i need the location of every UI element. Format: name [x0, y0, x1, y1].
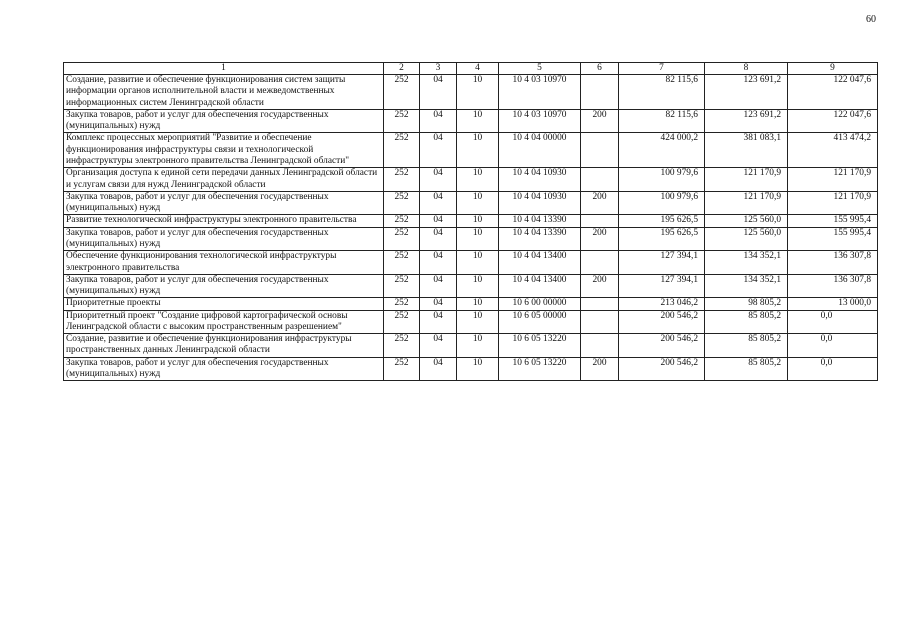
row-code-cell: 252 — [384, 274, 420, 298]
row-section-cell: 04 — [420, 274, 457, 298]
header-row — [64, 63, 878, 75]
row-target-code-cell: 10 4 03 10970 — [499, 75, 581, 110]
table-row — [64, 274, 878, 298]
row-section-cell: 04 — [420, 215, 457, 227]
row-amount-1-cell: 100 979,6 — [619, 168, 705, 192]
table-row — [64, 310, 878, 334]
row-expense-type-cell — [581, 168, 619, 192]
row-amount-2-cell: 134 352,1 — [705, 251, 788, 275]
row-section-cell: 04 — [420, 133, 457, 168]
column-header: 3 — [420, 63, 457, 75]
budget-table — [63, 62, 878, 381]
row-subsection-cell: 10 — [457, 251, 499, 275]
row-amount-1-cell: 127 394,1 — [619, 251, 705, 275]
page-number: 60 — [866, 14, 876, 25]
row-expense-type-cell — [581, 298, 619, 310]
table-row — [64, 357, 878, 381]
row-code-cell: 252 — [384, 227, 420, 251]
table-row — [64, 75, 878, 110]
table-body — [64, 63, 878, 381]
row-section-cell: 04 — [420, 334, 457, 358]
row-target-code-cell: 10 6 05 00000 — [499, 310, 581, 334]
row-expense-type-cell — [581, 215, 619, 227]
row-name-cell: Создание, развитие и обеспечение функционирования инфраструктуры пространственных данных Ленинградской области — [64, 334, 384, 358]
table-row — [64, 215, 878, 227]
row-subsection-cell: 10 — [457, 168, 499, 192]
table-row — [64, 168, 878, 192]
row-amount-2-cell: 85 805,2 — [705, 310, 788, 334]
row-subsection-cell: 10 — [457, 215, 499, 227]
row-amount-1-cell: 213 046,2 — [619, 298, 705, 310]
row-amount-2-cell: 98 805,2 — [705, 298, 788, 310]
row-code-cell: 252 — [384, 168, 420, 192]
row-amount-1-cell: 195 626,5 — [619, 215, 705, 227]
row-subsection-cell: 10 — [457, 109, 499, 133]
row-name-cell: Создание, развитие и обеспечение функционирования систем защиты информации органов исполнительной власти и межведомственных информационных систем Ленинградской области — [64, 75, 384, 110]
table-row — [64, 227, 878, 251]
row-target-code-cell: 10 6 05 13220 — [499, 357, 581, 381]
row-amount-3-cell: 136 307,8 — [788, 251, 878, 275]
row-subsection-cell: 10 — [457, 310, 499, 334]
column-header: 2 — [384, 63, 420, 75]
table-row — [64, 334, 878, 358]
column-header: 7 — [619, 63, 705, 75]
row-section-cell: 04 — [420, 168, 457, 192]
row-expense-type-cell: 200 — [581, 274, 619, 298]
row-amount-2-cell: 134 352,1 — [705, 274, 788, 298]
row-code-cell: 252 — [384, 357, 420, 381]
row-expense-type-cell: 200 — [581, 227, 619, 251]
row-amount-1-cell: 100 979,6 — [619, 191, 705, 215]
row-expense-type-cell — [581, 334, 619, 358]
row-code-cell: 252 — [384, 298, 420, 310]
row-amount-2-cell: 125 560,0 — [705, 227, 788, 251]
row-section-cell: 04 — [420, 357, 457, 381]
table-row — [64, 251, 878, 275]
column-header: 6 — [581, 63, 619, 75]
row-section-cell: 04 — [420, 227, 457, 251]
row-section-cell: 04 — [420, 75, 457, 110]
row-section-cell: 04 — [420, 310, 457, 334]
row-amount-2-cell: 125 560,0 — [705, 215, 788, 227]
row-target-code-cell: 10 4 04 13400 — [499, 274, 581, 298]
row-amount-3-cell: 121 170,9 — [788, 191, 878, 215]
row-amount-1-cell: 424 000,2 — [619, 133, 705, 168]
row-amount-3-cell: 0,0 — [788, 310, 878, 334]
row-subsection-cell: 10 — [457, 133, 499, 168]
row-name-cell: Комплекс процессных мероприятий "Развитие и обеспечение функционирования инфраструктуры связи и технологической инфраструктуры электронного правительства Ленинградской области" — [64, 133, 384, 168]
row-subsection-cell: 10 — [457, 191, 499, 215]
row-subsection-cell: 10 — [457, 75, 499, 110]
column-header: 8 — [705, 63, 788, 75]
row-amount-3-cell: 13 000,0 — [788, 298, 878, 310]
row-code-cell: 252 — [384, 75, 420, 110]
row-amount-3-cell: 0,0 — [788, 334, 878, 358]
row-amount-3-cell: 122 047,6 — [788, 109, 878, 133]
row-amount-1-cell: 82 115,6 — [619, 75, 705, 110]
row-section-cell: 04 — [420, 298, 457, 310]
row-target-code-cell: 10 4 04 13400 — [499, 251, 581, 275]
row-code-cell: 252 — [384, 251, 420, 275]
row-name-cell: Обеспечение функционирования технологической инфраструктуры электронного правительства — [64, 251, 384, 275]
row-amount-2-cell: 121 170,9 — [705, 168, 788, 192]
row-name-cell: Закупка товаров, работ и услуг для обеспечения государственных (муниципальных) нужд — [64, 274, 384, 298]
row-code-cell: 252 — [384, 215, 420, 227]
row-amount-3-cell: 0,0 — [788, 357, 878, 381]
row-amount-3-cell: 155 995,4 — [788, 227, 878, 251]
row-name-cell: Закупка товаров, работ и услуг для обеспечения государственных (муниципальных) нужд — [64, 227, 384, 251]
row-amount-3-cell: 121 170,9 — [788, 168, 878, 192]
column-header: 1 — [64, 63, 384, 75]
row-target-code-cell: 10 4 04 13390 — [499, 215, 581, 227]
row-subsection-cell: 10 — [457, 357, 499, 381]
row-target-code-cell: 10 4 03 10970 — [499, 109, 581, 133]
row-expense-type-cell — [581, 133, 619, 168]
row-section-cell: 04 — [420, 251, 457, 275]
row-target-code-cell: 10 4 04 13390 — [499, 227, 581, 251]
row-section-cell: 04 — [420, 191, 457, 215]
row-amount-1-cell: 200 546,2 — [619, 334, 705, 358]
row-code-cell: 252 — [384, 191, 420, 215]
column-header: 4 — [457, 63, 499, 75]
column-header: 9 — [788, 63, 878, 75]
row-code-cell: 252 — [384, 310, 420, 334]
row-expense-type-cell — [581, 75, 619, 110]
row-amount-3-cell: 413 474,2 — [788, 133, 878, 168]
row-target-code-cell: 10 6 00 00000 — [499, 298, 581, 310]
column-header: 5 — [499, 63, 581, 75]
row-name-cell: Приоритетные проекты — [64, 298, 384, 310]
row-amount-1-cell: 127 394,1 — [619, 274, 705, 298]
row-amount-3-cell: 122 047,6 — [788, 75, 878, 110]
row-expense-type-cell: 200 — [581, 357, 619, 381]
row-name-cell: Закупка товаров, работ и услуг для обеспечения государственных (муниципальных) нужд — [64, 357, 384, 381]
row-amount-1-cell: 200 546,2 — [619, 357, 705, 381]
row-name-cell: Закупка товаров, работ и услуг для обеспечения государственных (муниципальных) нужд — [64, 191, 384, 215]
row-name-cell: Закупка товаров, работ и услуг для обеспечения государственных (муниципальных) нужд — [64, 109, 384, 133]
row-code-cell: 252 — [384, 133, 420, 168]
row-expense-type-cell — [581, 310, 619, 334]
row-subsection-cell: 10 — [457, 334, 499, 358]
row-code-cell: 252 — [384, 334, 420, 358]
row-expense-type-cell: 200 — [581, 191, 619, 215]
row-name-cell: Приоритетный проект "Создание цифровой картографической основы Ленинградской области с высоким пространственным разрешением" — [64, 310, 384, 334]
table-row — [64, 298, 878, 310]
table-row — [64, 109, 878, 133]
row-target-code-cell: 10 4 04 00000 — [499, 133, 581, 168]
row-amount-2-cell: 381 083,1 — [705, 133, 788, 168]
row-target-code-cell: 10 6 05 13220 — [499, 334, 581, 358]
row-amount-1-cell: 200 546,2 — [619, 310, 705, 334]
row-subsection-cell: 10 — [457, 227, 499, 251]
row-amount-3-cell: 155 995,4 — [788, 215, 878, 227]
row-amount-1-cell: 82 115,6 — [619, 109, 705, 133]
row-name-cell: Организация доступа к единой сети передачи данных Ленинградской области и услугам связи для нужд Ленинградской области — [64, 168, 384, 192]
row-target-code-cell: 10 4 04 10930 — [499, 168, 581, 192]
row-amount-2-cell: 85 805,2 — [705, 334, 788, 358]
row-subsection-cell: 10 — [457, 298, 499, 310]
row-subsection-cell: 10 — [457, 274, 499, 298]
row-amount-2-cell: 121 170,9 — [705, 191, 788, 215]
row-amount-2-cell: 123 691,2 — [705, 109, 788, 133]
row-amount-1-cell: 195 626,5 — [619, 227, 705, 251]
row-amount-3-cell: 136 307,8 — [788, 274, 878, 298]
row-section-cell: 04 — [420, 109, 457, 133]
table-row — [64, 191, 878, 215]
row-expense-type-cell — [581, 251, 619, 275]
row-amount-2-cell: 85 805,2 — [705, 357, 788, 381]
row-amount-2-cell: 123 691,2 — [705, 75, 788, 110]
row-expense-type-cell: 200 — [581, 109, 619, 133]
table-row — [64, 133, 878, 168]
row-target-code-cell: 10 4 04 10930 — [499, 191, 581, 215]
row-name-cell: Развитие технологической инфраструктуры электронного правительства — [64, 215, 384, 227]
row-code-cell: 252 — [384, 109, 420, 133]
